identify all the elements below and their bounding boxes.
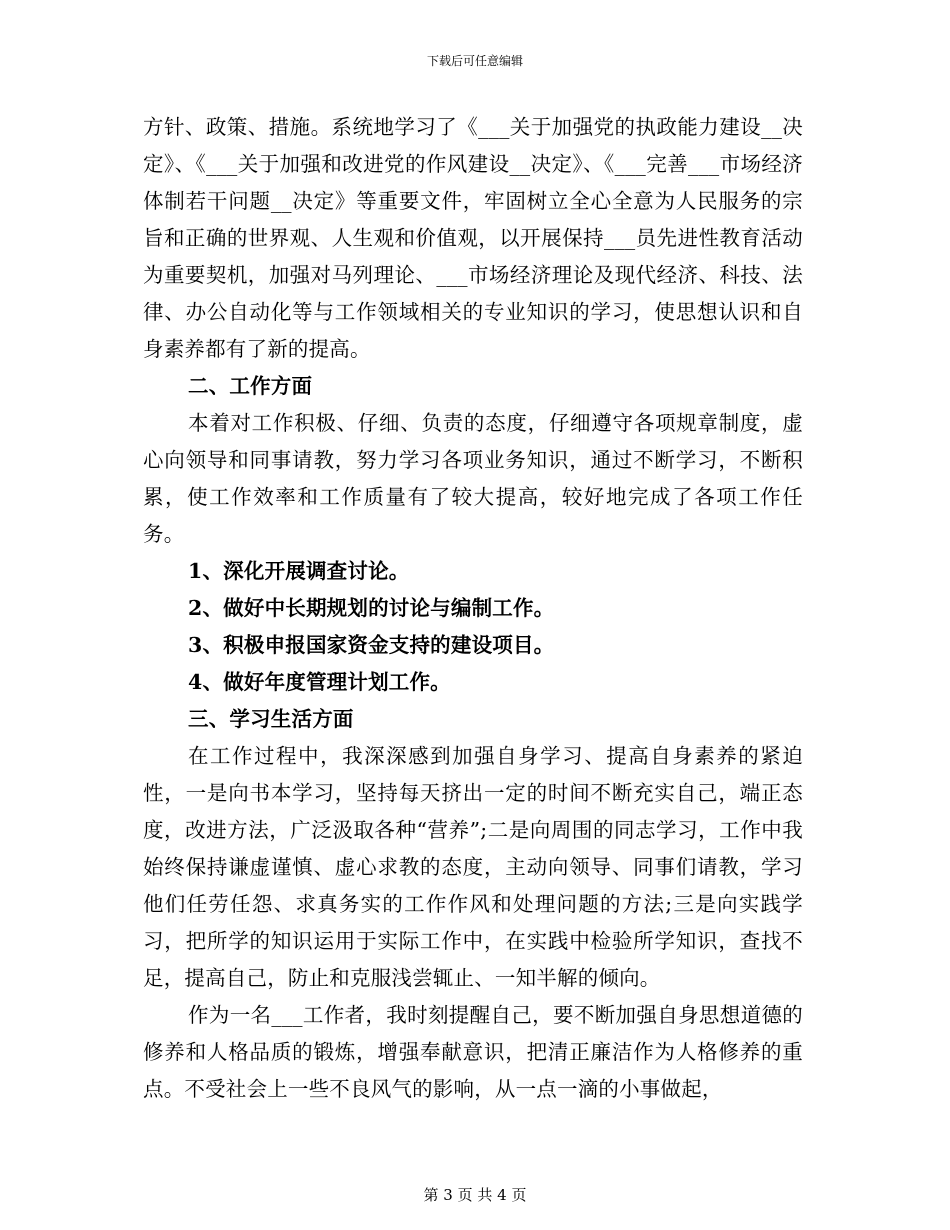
section-heading-work: 二、工作方面 bbox=[188, 374, 313, 398]
list-item-4: 4、做好年度管理计划工作。 bbox=[188, 670, 451, 694]
paragraph-work-attitude: 本着对工作积极、仔细、负责的态度，仔细遵守各项规章制度，虚心向领导和同事请教，努力学习各项业务知识，通过不断学习，不断积累，使工作效率和工作质量有了较大提高，较好地完成了各项工作任务。 bbox=[143, 411, 803, 546]
paragraph-self-cultivation: 作为一名___工作者，我时刻提醒自己，要不断加强自身思想道德的修养和人格品质的锻炼，增强奉献意识，把清正廉洁作为人格修养的重点。不受社会上一些不良风气的影响，从一点一滴的小事做起， bbox=[143, 1003, 803, 1101]
list-item-1: 1、深化开展调查讨论。 bbox=[188, 559, 410, 583]
section-heading-study-life: 三、学习生活方面 bbox=[188, 707, 354, 731]
list-item-2: 2、做好中长期规划的讨论与编制工作。 bbox=[188, 596, 555, 620]
paragraph-study-life: 在工作过程中，我深深感到加强自身学习、提高自身素养的紧迫性，一是向书本学习，坚持每天挤出一定的时间不断充实自己，端正态度，改进方法，广泛汲取各种“营养”;二是向周围的同志学习，工作中我始终保持谦虚谨慎、虚心求教的态度，主动向领导、同事们请教，学习他们任劳任怨、求真务实的工作作风和处理问题的方法;三是向实践学习，把所学的知识运用于实际工作中，在实践中检验所学知识，查找不足，提高自己，防止和克服浅尝辄止、一知半解的倾向。 bbox=[143, 744, 803, 990]
page-footer: 第 3 页 共 4 页 bbox=[423, 1186, 527, 1204]
list-item-3: 3、积极申报国家资金支持的建设项目。 bbox=[188, 633, 555, 657]
document-body bbox=[143, 109, 803, 1108]
paragraph-study-content: 方针、政策、措施。系统地学习了《___关于加强党的执政能力建设__决定》、《___关于加强和改进党的作风建设__决定》、《___完善___市场经济体制若干问题__决定》等重要文件，牢固树立全心全意为人民服务的宗旨和正确的世界观、人生观和价值观，以开展保持___员先进性教育活动为重要契机，加强对马列理论、___市场经济理论及现代经济、科技、法律、办公自动化等与工作领域相关的专业知识的学习，使思想认识和自身素养都有了新的提高。 bbox=[143, 115, 803, 361]
page-header: 下载后可任意编辑 bbox=[426, 54, 523, 68]
